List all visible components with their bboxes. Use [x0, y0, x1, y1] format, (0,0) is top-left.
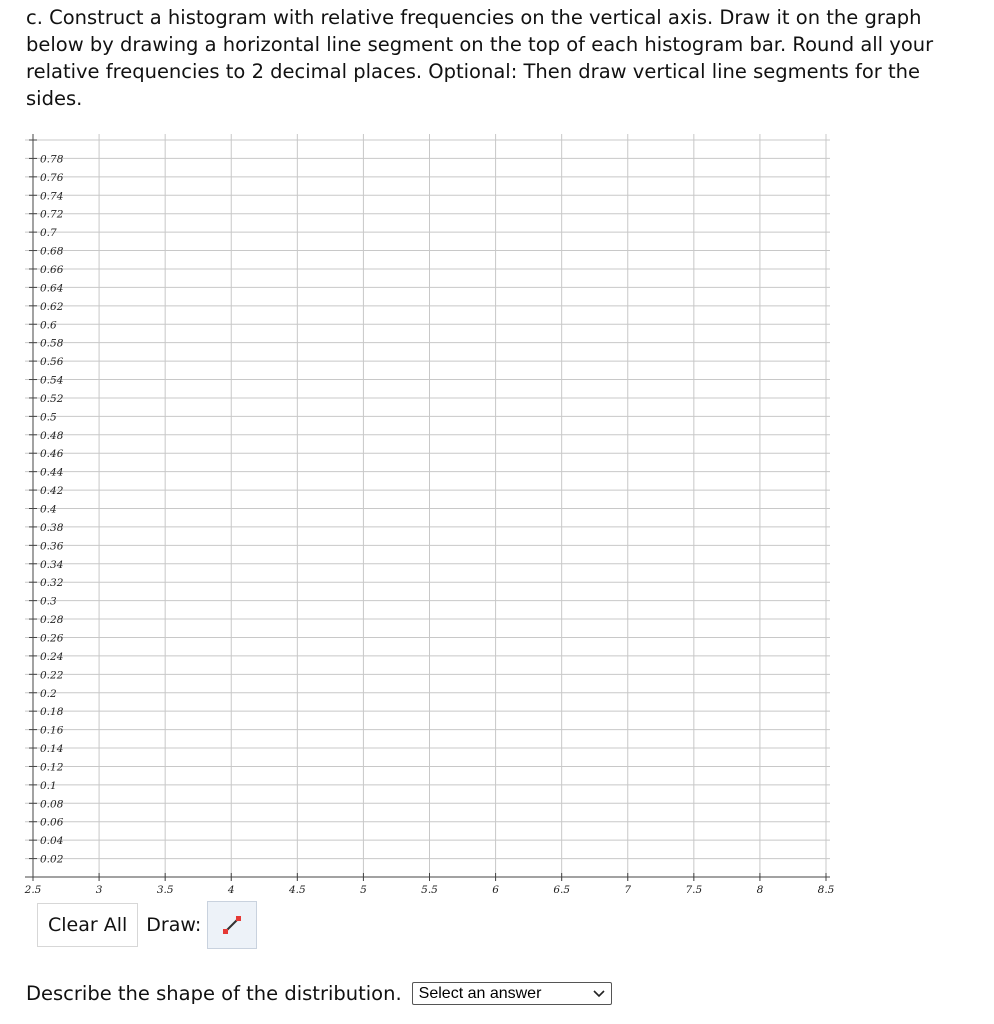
y-tick-label: 0.64: [40, 282, 64, 295]
y-tick-label: 0.06: [40, 816, 64, 829]
y-tick-label: 0.78: [40, 153, 64, 166]
y-tick-label: 0.26: [40, 632, 64, 645]
x-tick-label: 7.5: [685, 884, 703, 896]
line-segment-icon: [220, 913, 244, 937]
y-tick-label: 0.24: [40, 650, 64, 663]
y-tick-label: 0.66: [40, 263, 64, 276]
y-tick-label: 0.74: [40, 190, 64, 203]
y-tick-label: 0.52: [40, 392, 64, 405]
y-tick-label: 0.54: [40, 374, 64, 387]
y-tick-label: 0.3: [40, 595, 57, 608]
chevron-down-icon: [593, 990, 605, 998]
y-tick-label: 0.72: [40, 208, 64, 221]
y-tick-label: 0.34: [40, 558, 64, 571]
x-tick-label: 8: [756, 884, 764, 896]
instructions-text: c. Construct a histogram with relative frequencies on the vertical axis. Draw it on the graph below by drawing a horizontal line segment on the top of each histogram bar. Round all your relative frequencies to 2 decimal places. Optional: Then draw vertical line segments for the sides.: [26, 6, 934, 110]
y-tick-label: 0.38: [40, 521, 64, 534]
y-tick-label: 0.2: [40, 687, 57, 700]
graph-toolbar: [37, 902, 257, 948]
y-tick-label: 0.62: [40, 300, 64, 313]
y-tick-label: 0.42: [40, 485, 64, 498]
y-tick-label: 0.1: [40, 779, 57, 792]
y-tick-label: 0.14: [40, 743, 64, 756]
x-tick-label: 2.5: [24, 884, 42, 896]
y-tick-label: 0.18: [40, 706, 64, 719]
x-tick-label: 6: [492, 884, 499, 896]
shape-select[interactable]: [412, 982, 612, 1005]
x-tick-labels: [24, 884, 835, 896]
y-tick-label: 0.22: [40, 669, 64, 682]
y-tick-label: 0.5: [40, 411, 57, 424]
y-tick-label: 0.56: [40, 356, 64, 369]
x-tick-label: 5: [360, 884, 367, 896]
grid-lines: [25, 134, 830, 881]
shape-question: [26, 982, 612, 1005]
y-tick-label: 0.6: [40, 319, 57, 332]
y-tick-label: 0.76: [40, 171, 64, 184]
draw-label: Draw:: [146, 914, 202, 936]
y-tick-label: 0.46: [40, 448, 64, 461]
y-tick-label: 0.36: [40, 540, 64, 553]
x-tick-label: 6.5: [553, 884, 571, 896]
x-tick-label: 8.5: [817, 884, 835, 896]
y-tick-label: 0.04: [40, 835, 64, 848]
x-tick-label: 3.5: [156, 884, 174, 896]
y-tick-label: 0.4: [40, 503, 57, 516]
y-tick-label: 0.28: [40, 614, 64, 627]
y-tick-label: 0.12: [40, 761, 64, 774]
y-tick-label: 0.7: [40, 227, 57, 240]
y-tick-label: 0.16: [40, 724, 64, 737]
x-tick-label: 7: [624, 884, 632, 896]
y-tick-label: 0.44: [40, 466, 64, 479]
y-tick-label: 0.08: [40, 798, 64, 811]
line-segment-tool-button[interactable]: [207, 901, 257, 949]
y-tick-labels: [40, 153, 64, 865]
y-tick-label: 0.58: [40, 337, 64, 350]
x-tick-label: 5.5: [421, 884, 438, 896]
axes: [25, 134, 830, 881]
shape-select-value: Select an answer: [418, 984, 542, 1002]
shape-question-label: Describe the shape of the distribution.: [26, 982, 402, 1005]
x-tick-label: 4: [227, 884, 235, 896]
y-tick-label: 0.68: [40, 245, 64, 258]
y-tick-label: 0.32: [40, 577, 64, 590]
clear-all-button[interactable]: Clear All: [37, 903, 138, 947]
x-tick-label: 3: [95, 884, 103, 896]
x-tick-label: 4.5: [288, 884, 306, 896]
y-tick-label: 0.02: [40, 853, 64, 866]
y-tick-label: 0.48: [40, 429, 64, 442]
